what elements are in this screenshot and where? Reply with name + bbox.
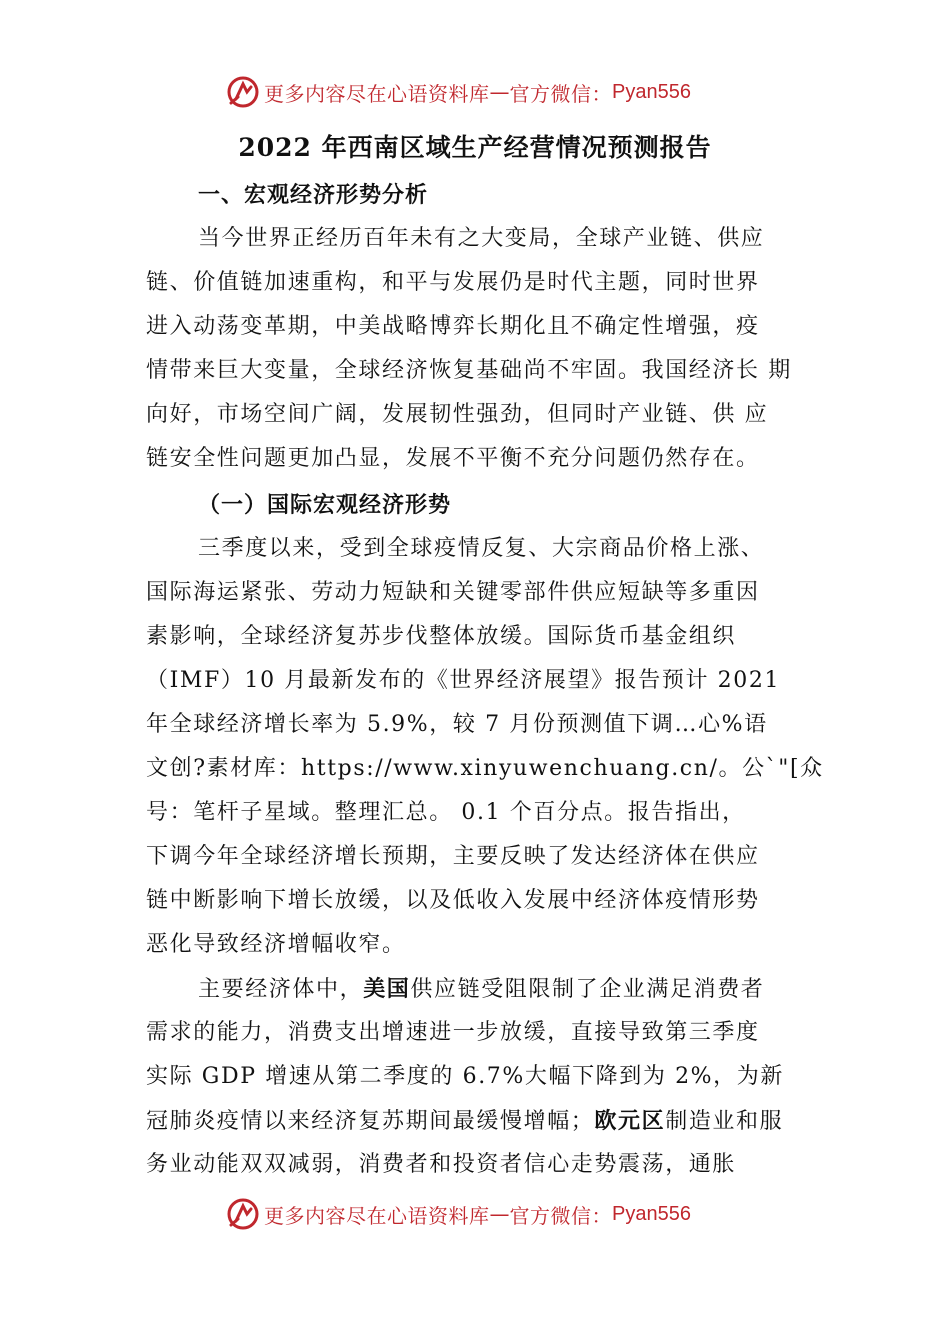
bold-term-eurozone: 欧元区 [594,1108,666,1134]
paragraph-line: 向好，市场空间广阔，发展韧性强劲，但同时产业链、供 应 [146,402,769,427]
section-heading: 一、宏观经济形势分析 [198,182,429,208]
logo-icon [226,1197,260,1231]
paragraph-line: 链安全性问题更加凸显，发展不平衡不充分问题仍然存在。 [146,446,760,471]
text-run: 冠肺炎疫情以来经济复苏期间最缓慢增幅； [146,1109,595,1134]
paragraph-line: 情带来巨大变量，全球经济恢复基础尚不牢固。我国经济长 期 [146,358,792,383]
paragraph-line [146,1106,783,1137]
logo-icon [226,75,260,109]
paragraph-line: 文创?素材库：https://www.xinyuwenchuang.cn/。公`"[众 [146,756,824,781]
watermark-wechat-label: 官方微信： [509,81,612,106]
paragraph-line: 三季度以来，受到全球疫情反复、大宗商品价格上涨、 [198,536,765,561]
paragraph-line: 进入动荡变革期，中美战略博弈长期化且不确定性增强，疫 [146,314,760,339]
watermark-header [226,74,691,110]
paragraph-line: 链、价值链加速重构，和平与发展仍是时代主题，同时世界 [146,270,760,295]
paragraph-line: 务业动能双双减弱，消费者和投资者信心走势震荡，通胀 [146,1152,737,1177]
bold-term-usa: 美国 [363,976,411,1002]
paragraph-line: 素影响，全球经济复苏步伐整体放缓。国际货币基金组织 [146,624,737,649]
document-title: 2022 年西南区域生产经营情况预测报告 [238,133,712,162]
paragraph-line: 国际海运紧张、劳动力短缺和关键零部件供应短缺等多重因 [146,580,760,605]
watermark-site-text: 更多内容尽在心语资料库 [264,1203,490,1228]
text-run: 制造业和服 [665,1109,784,1134]
paragraph-line: 号：笔杆子星域。整理汇总。 0.1 个百分点。报告指出， [146,800,746,825]
text-run: 供应链受阻限制了企业满足消费者 [410,977,765,1002]
paragraph-line: 年全球经济增长率为 5.9%，较 7 月份预测值下调…心%语 [146,712,768,737]
watermark-wechat-label: 官方微信： [509,1203,612,1228]
paragraph-line: 链中断影响下增长放缓，以及低收入发展中经济体疫情形势 [146,888,760,913]
watermark-site-text: 更多内容尽在心语资料库 [264,81,490,106]
paragraph-line: 恶化导致经济增幅收窄。 [146,932,406,957]
paragraph-line: 下调今年全球经济增长预期，主要反映了发达经济体在供应 [146,844,760,869]
paragraph-line [198,974,764,1005]
paragraph-line: 需求的能力，消费支出增速进一步放缓，直接导致第三季度 [146,1020,760,1045]
paragraph-line: （IMF）10 月最新发布的《世界经济展望》报告预计 2021 [146,668,781,693]
subsection-heading: （一）国际宏观经济形势 [198,492,452,518]
watermark-dash: — [489,80,510,104]
paragraph-line: 当今世界正经历百年未有之大变局，全球产业链、供应 [198,226,765,251]
text-run: 主要经济体中， [198,977,364,1002]
watermark-wechat-id: Pyan556 [612,80,691,103]
watermark-wechat-id: Pyan556 [612,1202,691,1225]
paragraph-line: 实际 GDP 增速从第二季度的 6.7%大幅下降到为 2%，为新 [146,1064,784,1089]
watermark-dash: — [489,1202,510,1226]
watermark-footer [226,1196,691,1232]
